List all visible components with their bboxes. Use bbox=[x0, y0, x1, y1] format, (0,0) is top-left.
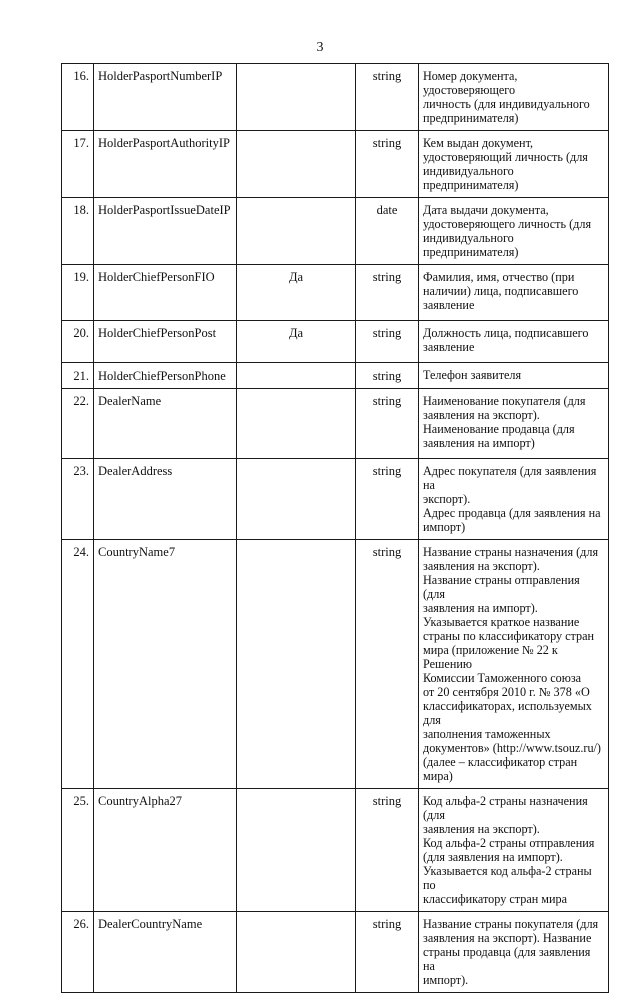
table-row bbox=[62, 64, 609, 131]
row-number: 24. bbox=[62, 540, 94, 789]
field-type: string bbox=[356, 389, 419, 459]
row-number: 26. bbox=[62, 912, 94, 993]
row-number: 16. bbox=[62, 64, 94, 131]
field-name: HolderPasportIssueDateIP bbox=[94, 198, 237, 265]
row-number: 21. bbox=[62, 363, 94, 389]
field-required bbox=[237, 789, 356, 912]
field-type: string bbox=[356, 912, 419, 993]
field-type: string bbox=[356, 789, 419, 912]
field-description: Кем выдан документ, удостоверяющий личность (для индивидуального предпринимателя) bbox=[419, 131, 609, 198]
field-name: HolderChiefPersonPost bbox=[94, 321, 237, 363]
field-description: Название страны покупателя (для заявления на экспорт). Название страны продавца (для заявления на импорт). bbox=[419, 912, 609, 993]
field-type: string bbox=[356, 540, 419, 789]
field-name: HolderChiefPersonFIO bbox=[94, 265, 237, 321]
field-name: HolderPasportAuthorityIP bbox=[94, 131, 237, 198]
table-row bbox=[62, 321, 609, 363]
field-required bbox=[237, 540, 356, 789]
table-row bbox=[62, 131, 609, 198]
field-required bbox=[237, 131, 356, 198]
field-description: Должность лица, подписавшего заявление bbox=[419, 321, 609, 363]
fields-table bbox=[61, 63, 609, 993]
page-number: 3 bbox=[316, 40, 324, 55]
field-description: Адрес покупателя (для заявления на экспорт). Адрес продавца (для заявления на импорт) bbox=[419, 459, 609, 540]
row-number: 23. bbox=[62, 459, 94, 540]
field-type: date bbox=[356, 198, 419, 265]
field-name: CountryName7 bbox=[94, 540, 237, 789]
table-row bbox=[62, 198, 609, 265]
field-name: DealerAddress bbox=[94, 459, 237, 540]
field-required bbox=[237, 389, 356, 459]
field-description: Код альфа-2 страны назначения (для заявления на экспорт). Код альфа-2 страны отправления (для заявления на импорт). Указывается код альфа-2 страны по классификатору стран мира bbox=[419, 789, 609, 912]
field-description: Фамилия, имя, отчество (при наличии) лица, подписавшего заявление bbox=[419, 265, 609, 321]
field-name: HolderPasportNumberIP bbox=[94, 64, 237, 131]
field-required bbox=[237, 198, 356, 265]
field-type: string bbox=[356, 64, 419, 131]
field-required: Да bbox=[237, 321, 356, 363]
row-number: 25. bbox=[62, 789, 94, 912]
field-type: string bbox=[356, 265, 419, 321]
table-row bbox=[62, 389, 609, 459]
field-description: Название страны назначения (для заявления на экспорт). Название страны отправления (для заявления на импорт). Указывается краткое название страны по классификатору стран мира (приложение № 22 к Решению Комиссии Таможенного союза от 20 сентября 2010 г. № 378 «О классификаторах, используемых для заполнения таможенных документов» (http://www.tsouz.ru/) (далее – классификатор стран мира) bbox=[419, 540, 609, 789]
row-number: 19. bbox=[62, 265, 94, 321]
field-required bbox=[237, 459, 356, 540]
field-name: DealerCountryName bbox=[94, 912, 237, 993]
table-row bbox=[62, 540, 609, 789]
field-description: Наименование покупателя (для заявления на экспорт). Наименование продавца (для заявления на импорт) bbox=[419, 389, 609, 459]
field-type: string bbox=[356, 363, 419, 389]
field-description: Номер документа, удостоверяющего личность (для индивидуального предпринимателя) bbox=[419, 64, 609, 131]
field-name: HolderChiefPersonPhone bbox=[94, 363, 237, 389]
field-description: Телефон заявителя bbox=[419, 363, 609, 389]
field-type: string bbox=[356, 131, 419, 198]
field-name: CountryAlpha27 bbox=[94, 789, 237, 912]
row-number: 20. bbox=[62, 321, 94, 363]
table-row bbox=[62, 912, 609, 993]
field-required bbox=[237, 912, 356, 993]
table-row bbox=[62, 363, 609, 389]
row-number: 18. bbox=[62, 198, 94, 265]
table-row bbox=[62, 459, 609, 540]
table-row bbox=[62, 265, 609, 321]
field-required bbox=[237, 363, 356, 389]
field-type: string bbox=[356, 459, 419, 540]
row-number: 17. bbox=[62, 131, 94, 198]
field-required bbox=[237, 64, 356, 131]
field-name: DealerName bbox=[94, 389, 237, 459]
row-number: 22. bbox=[62, 389, 94, 459]
table-row bbox=[62, 789, 609, 912]
field-description: Дата выдачи документа, удостоверяющего личность (для индивидуального предпринимателя) bbox=[419, 198, 609, 265]
field-required: Да bbox=[237, 265, 356, 321]
field-type: string bbox=[356, 321, 419, 363]
